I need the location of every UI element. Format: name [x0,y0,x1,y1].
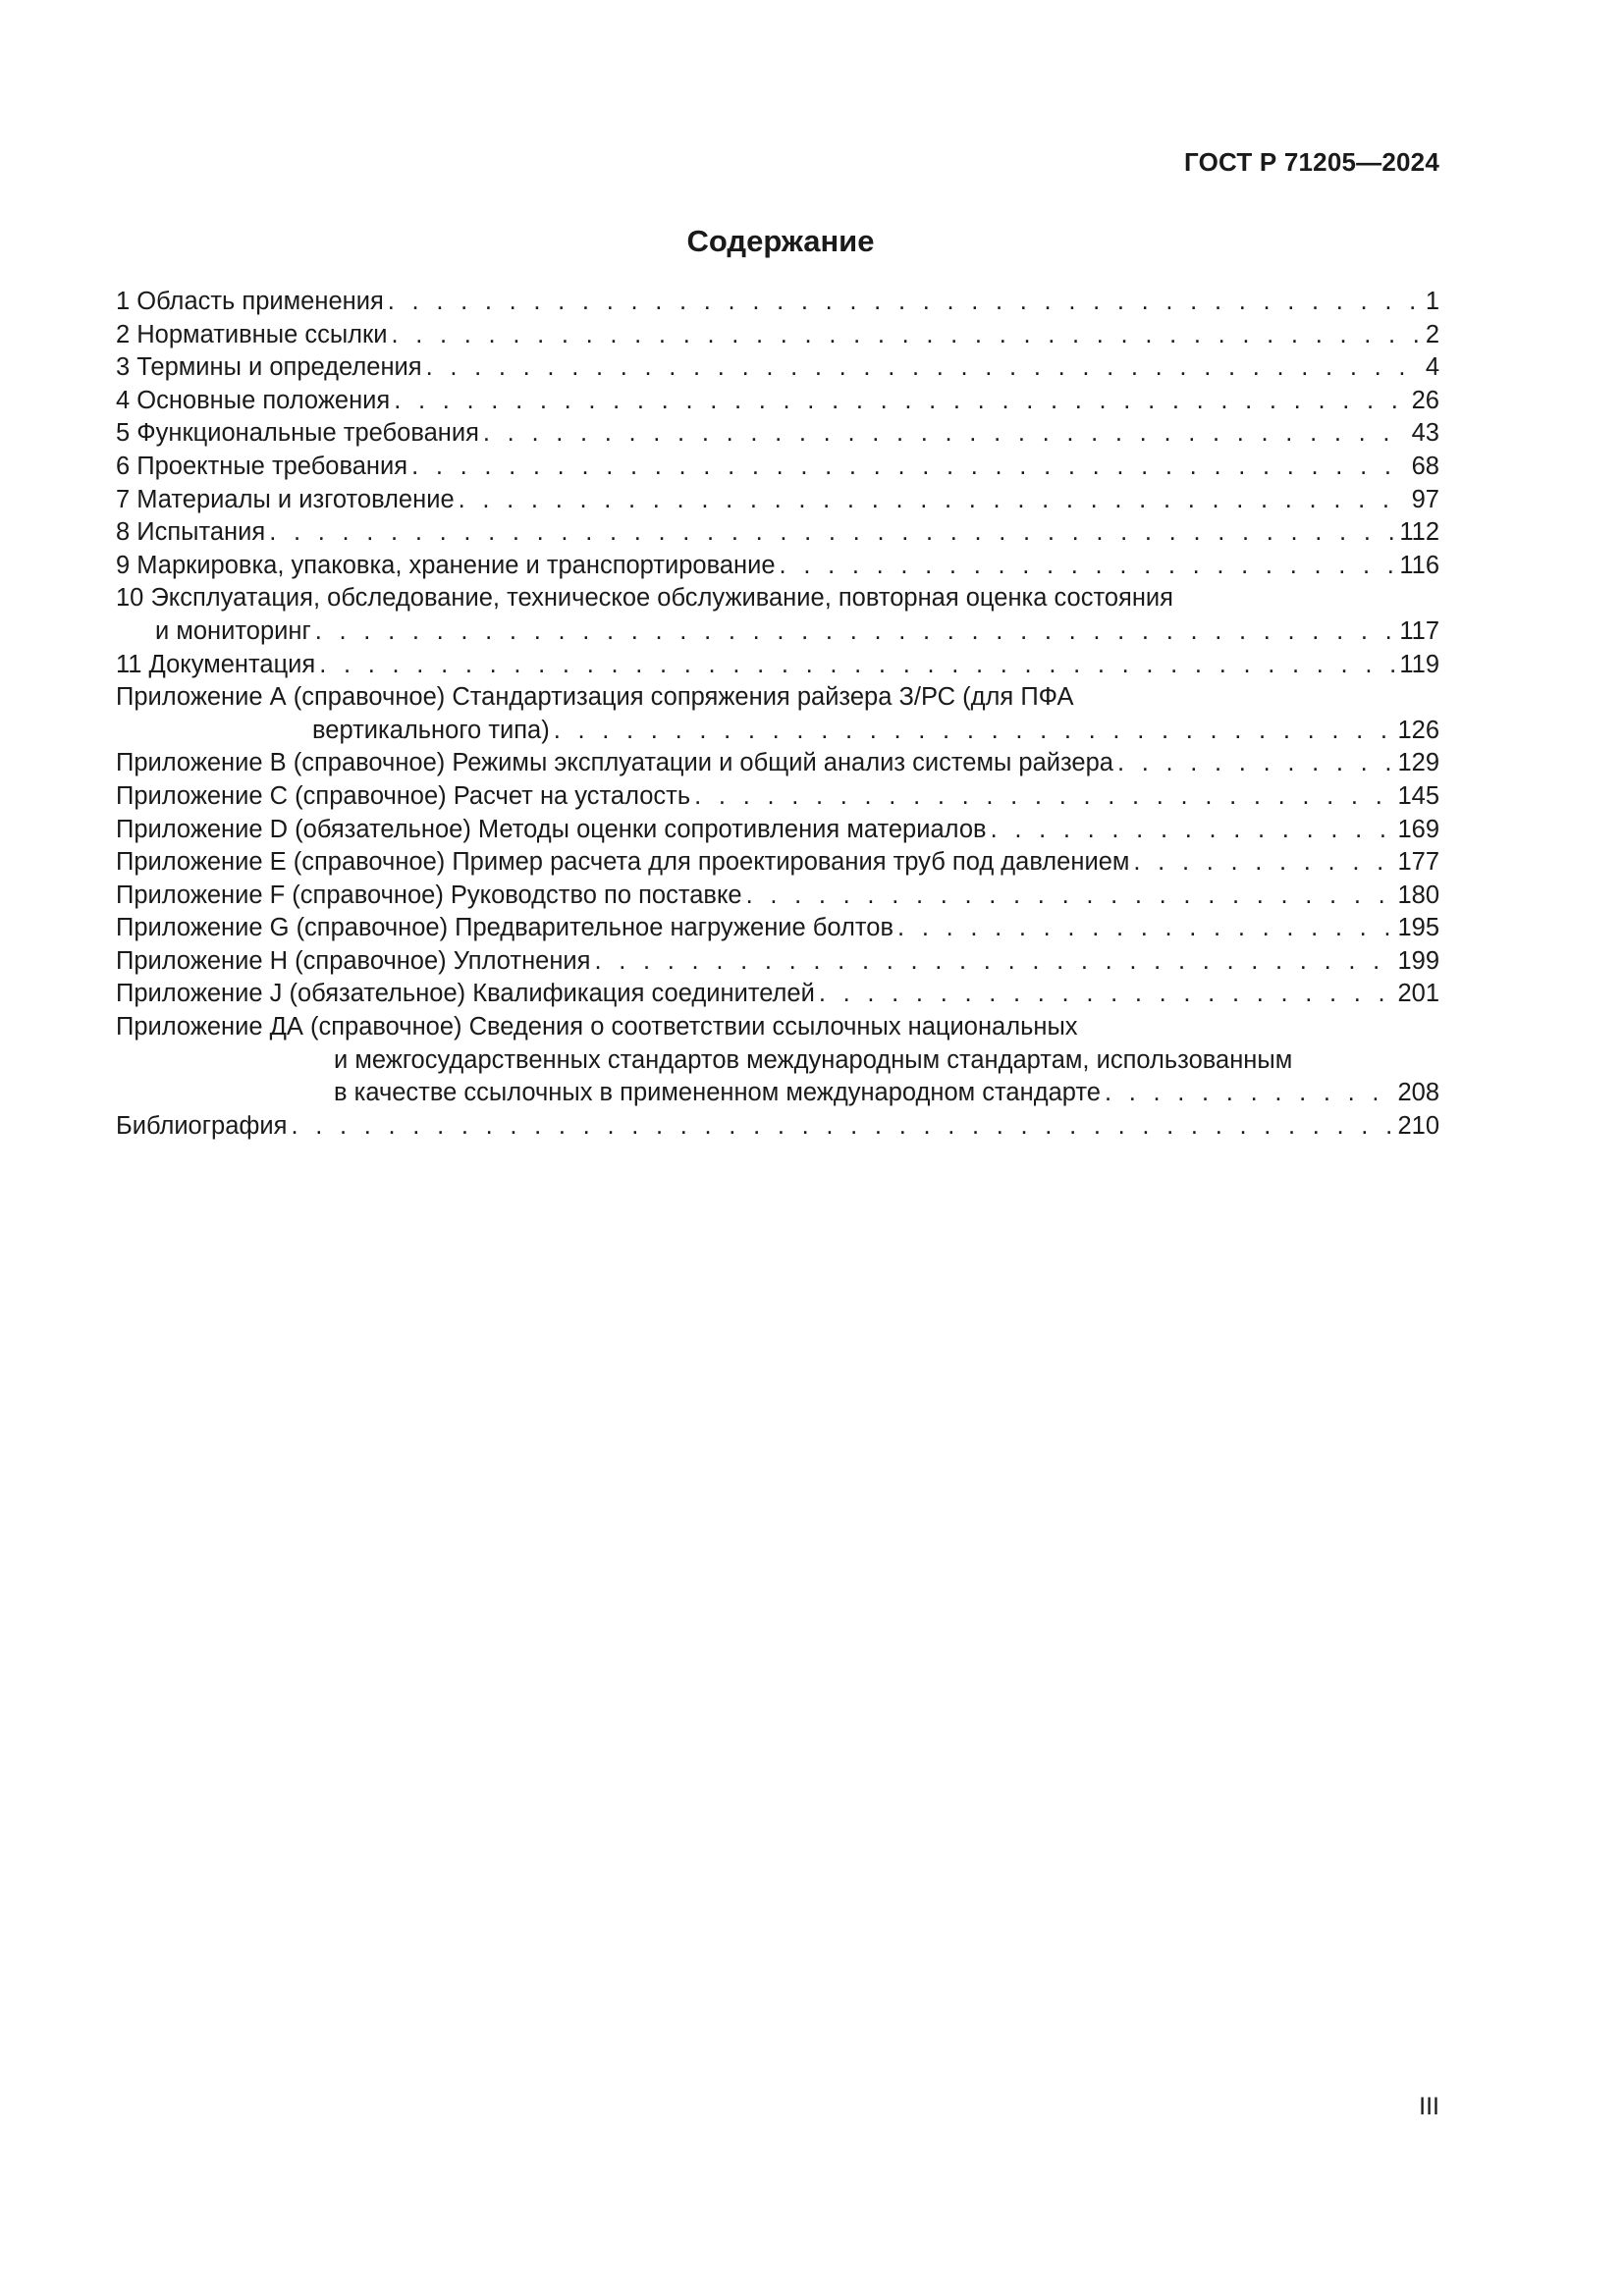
toc-entry-title: 8 Испытания [116,518,266,547]
toc-entry[interactable] [116,550,1439,583]
dot-leader [269,516,1395,550]
toc-entry[interactable] [116,978,1439,1011]
toc-entry[interactable] [116,516,1439,550]
toc-entry[interactable] [116,945,1439,979]
toc-page-number: 126 [1397,716,1439,744]
toc-entry-title: 4 Основные положения [116,386,391,414]
toc-page-number: 116 [1399,551,1439,579]
dot-leader [554,715,1394,748]
dot-leader [388,286,1422,319]
toc-page-number: 129 [1397,749,1439,777]
dot-leader [1133,846,1393,880]
toc-entry-title: Приложение Н (справочное) Уплотнения [116,946,591,975]
toc-entry[interactable] [116,814,1439,847]
dot-leader [411,451,1408,484]
toc-entry[interactable] [116,1011,1439,1110]
dot-leader [459,484,1408,517]
toc-entry[interactable] [116,681,1439,747]
toc-entry-title: 7 Материалы и изготовление [116,485,455,513]
toc-entry-title: 2 Нормативные ссылки [116,320,388,348]
toc-entry-title: Приложение ДА (справочное) Сведения о соответствии ссылочных национальных [116,1013,1078,1041]
toc-entry[interactable] [116,451,1439,484]
toc-page-number: 117 [1399,616,1439,645]
toc-entry[interactable] [116,846,1439,880]
toc-entry[interactable] [116,319,1439,352]
toc-heading: Содержание [686,224,875,258]
toc-entry[interactable] [116,649,1439,682]
toc-page-number: 4 [1425,353,1439,382]
toc-entry-title: Приложение С (справочное) Расчет на усталость [116,781,691,810]
dot-leader [819,978,1394,1011]
toc-entry[interactable] [116,747,1439,780]
dot-leader [1105,1077,1394,1110]
table-of-contents [116,286,1439,1143]
dot-leader [319,649,1395,682]
toc-page-number: 169 [1397,815,1439,843]
toc-entry[interactable] [116,780,1439,814]
toc-entry[interactable] [116,351,1439,385]
dot-leader [780,550,1396,583]
dot-leader [391,319,1421,352]
toc-page-number: 112 [1399,518,1439,547]
toc-entry-title-continued: и межгосударственных стандартов международным стандартам, использованным [334,1045,1293,1074]
toc-entry-title: 9 Маркировка, упаковка, хранение и транспортирование [116,551,776,579]
toc-entry-title: Приложение G (справочное) Предварительное нагружение болтов [116,914,894,942]
dot-leader [897,912,1393,945]
toc-page-number: 145 [1397,781,1439,810]
toc-entry-title: Библиография [116,1111,288,1140]
dot-leader [291,1110,1393,1144]
dot-leader [315,615,1396,649]
dot-leader [394,385,1407,418]
toc-entry-title: 1 Область применения [116,288,384,315]
toc-page-number: 201 [1397,980,1439,1008]
toc-entry-title-continued: вертикального типа) [312,716,550,744]
toc-entry[interactable] [116,880,1439,913]
toc-page-number: 208 [1397,1079,1439,1107]
dot-leader [426,351,1422,385]
toc-entry[interactable] [116,385,1439,418]
toc-page-number: 43 [1411,419,1439,448]
document-code: ГОСТ Р 71205—2024 [1184,147,1439,177]
toc-page-number: 119 [1399,650,1439,678]
toc-page-number: 177 [1397,848,1439,877]
dot-leader [694,780,1393,814]
dot-leader [746,880,1394,913]
toc-entry-title: 11 Документация [116,650,316,678]
dot-leader [483,417,1408,451]
toc-entry-title: 10 Эксплуатация, обследование, техническое обслуживание, повторная оценка состояния [116,584,1173,613]
toc-entry-title-continued: и мониторинг [155,616,311,645]
toc-entry-title: Приложение D (обязательное) Методы оценки сопротивления материалов [116,815,987,843]
dot-leader [991,814,1394,847]
toc-entry-title-continued: в качестве ссылочных в примененном международном стандарте [334,1079,1101,1107]
toc-entry-title: 5 Функциональные требования [116,419,479,448]
toc-entry-title: Приложение В (справочное) Режимы эксплуатации и общий анализ системы райзера [116,749,1113,777]
toc-entry-title: Приложение F (справочное) Руководство по поставке [116,881,742,909]
toc-entry-title: 3 Термины и определения [116,353,422,382]
toc-page-number: 2 [1425,320,1439,348]
toc-entry-title: Приложение А (справочное) Стандартизация сопряжения райзера З/РС (для ПФА [116,683,1074,712]
toc-entry-title: Приложение Е (справочное) Пример расчета для проектирования труб под давлением [116,848,1130,877]
toc-page-number: 26 [1411,386,1439,414]
toc-entry-title: Приложение J (обязательное) Квалификация соединителей [116,980,815,1008]
toc-page-number: 199 [1397,946,1439,975]
toc-entry[interactable] [116,286,1439,319]
toc-page-number: 1 [1425,288,1439,315]
toc-page-number: 68 [1411,452,1439,480]
toc-page-number: 97 [1411,485,1439,513]
toc-entry[interactable] [116,417,1439,451]
toc-entry-title: 6 Проектные требования [116,452,408,480]
toc-entry[interactable] [116,582,1439,648]
toc-page-number: 210 [1397,1111,1439,1140]
toc-entry[interactable] [116,1110,1439,1144]
toc-entry[interactable] [116,912,1439,945]
toc-page-number: 195 [1397,914,1439,942]
toc-page-number: 180 [1397,881,1439,909]
page-number: III [1419,2093,1439,2120]
toc-entry[interactable] [116,484,1439,517]
dot-leader [594,945,1393,979]
dot-leader [1117,747,1394,780]
